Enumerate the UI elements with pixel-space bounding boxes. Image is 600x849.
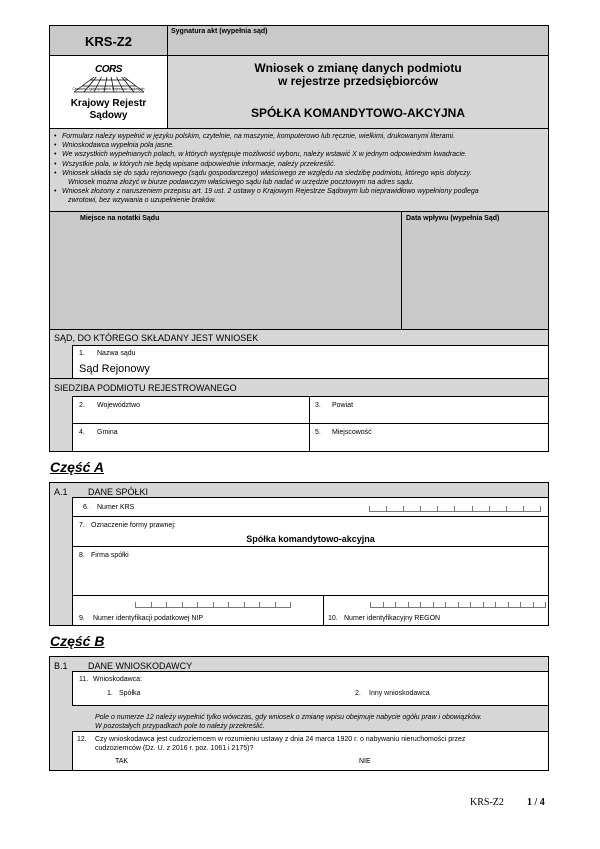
krs-digit-grid xyxy=(369,506,541,512)
instruction-item: zwrotowi, bez wzywania o uzupełnienie braków. xyxy=(68,197,216,205)
court-notes-label: Miejsce na notatki Sądu xyxy=(80,215,160,222)
field-label: Firma spółki xyxy=(91,552,129,559)
field-number: 10. xyxy=(328,615,338,622)
logo-subtext: Centrum Ogólnopolskich Rejestrów Sądowych xyxy=(72,87,145,91)
field-label: Wnioskodawca: xyxy=(93,676,143,683)
instruction-item: • Wszystkie pola, w których nie będą wpisane odpowiednie informacje, należy przekreślić. xyxy=(54,160,544,169)
instructions-box xyxy=(49,128,549,212)
municipality-field[interactable] xyxy=(72,423,310,452)
field12-note-line2: W pozostałych przypadkach pole to należy przekreślić. xyxy=(95,723,265,730)
instruction-item: • Wnioskodawca wypełnia pola jasne. xyxy=(54,141,544,150)
field-number: 4. xyxy=(79,429,85,436)
part-b-title: Część B xyxy=(50,633,105,649)
county-field[interactable] xyxy=(309,396,549,424)
option-other-label: Inny wnioskodawca xyxy=(369,690,430,697)
field-label: Numer KRS xyxy=(97,504,135,511)
logo-text: CORS xyxy=(95,64,122,75)
field-number: 9. xyxy=(79,615,85,622)
instruction-item: • Wniosek złożony z naruszeniem przepisu art. 19 ust. 2 ustawy o Krajowym Rejestrze Sądowym lub nieprawidłowo wypełniony podlega xyxy=(54,187,544,196)
form-subtitle: SPÓŁKA KOMANDYTOWO-AKCYJNA xyxy=(250,106,465,120)
part-a-title: Część A xyxy=(50,459,104,475)
form-title-line2: w rejestrze przedsiębiorców xyxy=(277,74,439,88)
signature-label: Sygnatura akt (wypełnia sąd) xyxy=(171,28,268,35)
instruction-item: • We wszystkich wypełnianych polach, w których występuje możliwość wyboru, należy wstawić X w jednym odpowiednim kwadracie. xyxy=(54,150,544,159)
court-section-title: SĄD, DO KTÓREGO SKŁADANY JEST WNIOSEK xyxy=(54,333,259,343)
locality-field[interactable] xyxy=(309,423,549,452)
applicant-field xyxy=(72,671,549,706)
option-number: 1. xyxy=(107,690,113,697)
foreigner-question-field xyxy=(72,731,549,771)
field-label: Numer identyfikacji podatkowej NIP xyxy=(93,615,204,622)
legal-form-field xyxy=(72,516,549,547)
signature-box xyxy=(167,25,549,56)
answer-yes-label[interactable]: TAK xyxy=(115,758,129,765)
krs-number-field[interactable] xyxy=(72,497,549,517)
date-received-box xyxy=(401,211,549,330)
seat-section-title: SIEDZIBA PODMIOTU REJESTROWANEGO xyxy=(54,383,237,393)
registry-name-line2: Sądowy xyxy=(89,110,128,121)
field-number: 11. xyxy=(79,676,89,683)
legal-form-value: Spółka komandytowo-akcyjna xyxy=(246,534,375,544)
field-number: 12. xyxy=(77,736,87,743)
logo-box xyxy=(49,55,168,129)
footer-form-code: KRS-Z2 xyxy=(470,797,504,808)
court-name-value: Sąd Rejonowy xyxy=(79,363,150,375)
section-title: DANE SPÓŁKI xyxy=(88,487,149,497)
field-label: Powiat xyxy=(332,402,354,409)
field-number: 6. xyxy=(83,504,89,511)
nip-field[interactable] xyxy=(72,595,324,626)
court-name-field[interactable] xyxy=(72,345,549,379)
field-label: Numer identyfikacyjny REGON xyxy=(344,615,441,622)
field-label: Oznaczenie formy prawnej: xyxy=(91,522,176,529)
field-label: Województwo xyxy=(97,402,141,409)
page-number: 1 / 4 xyxy=(527,797,545,808)
form-code-box xyxy=(49,25,168,56)
title-box xyxy=(167,55,549,129)
section-title: DANE WNIOSKODAWCY xyxy=(88,661,193,671)
instruction-item: • Wniosek składa się do sądu rejonowego (sądu gospodarczego) właściwego ze względu na siedzibę podmiotu, którego wpis dotyczy. xyxy=(54,169,544,178)
option-number: 2. xyxy=(355,690,361,697)
registry-name-line1: Krajowy Rejestr xyxy=(70,98,147,109)
instruction-item: • Formularz należy wypełnić w języku polskim, czytelnie, na maszynie, komputerowo lub ręcznie, wielkimi, drukowanymi literami. xyxy=(54,132,544,141)
field-number: 3. xyxy=(315,402,321,409)
regon-digit-grid xyxy=(370,602,546,608)
field-number: 2. xyxy=(79,402,85,409)
form-title-line1: Wniosek o zmianę danych podmiotu xyxy=(254,61,462,75)
date-received-label: Data wpływu (wypełnia Sąd) xyxy=(406,215,500,222)
nip-digit-grid xyxy=(135,602,291,608)
field-label: Gmina xyxy=(97,429,118,436)
field-number: 8. xyxy=(79,552,85,559)
field-number: 1. xyxy=(79,350,85,357)
field-number: 5. xyxy=(315,429,321,436)
question-line1: Czy wnioskodawca jest cudzoziemcem w rozumieniu ustawy z dnia 24 marca 1920 r. o nabywaniu nieruchomości przez xyxy=(95,736,466,743)
regon-field[interactable] xyxy=(323,595,549,626)
section-code: B.1 xyxy=(54,661,68,671)
section-code: A.1 xyxy=(54,487,68,497)
field12-note-line1: Pole o numerze 12 należy wypełnić tylko wówczas, gdy wniosek o zmianę wpisu obejmuje nabycie ogółu praw i obowiązków. xyxy=(95,714,482,721)
court-notes-box xyxy=(49,211,402,330)
form-code: KRS-Z2 xyxy=(85,34,132,49)
option-company-label: Spółka xyxy=(119,690,141,697)
answer-no-label[interactable]: NIE xyxy=(359,758,371,765)
field-label: Miejscowość xyxy=(332,429,372,436)
question-line2: cudzoziemców (Dz. U. z 2016 r. poz. 1061 i 2175)? xyxy=(95,745,254,752)
field-number: 7. xyxy=(79,522,85,529)
instructions-list xyxy=(54,132,544,206)
field-label: Nazwa sądu xyxy=(97,350,136,357)
instruction-item: Wniosek można złożyć w biurze podawczym właściwego sądu lub nadać w urzędzie pocztowym na adres sądu. xyxy=(68,179,414,187)
voivodeship-field[interactable] xyxy=(72,396,310,424)
company-name-field[interactable] xyxy=(72,546,549,596)
